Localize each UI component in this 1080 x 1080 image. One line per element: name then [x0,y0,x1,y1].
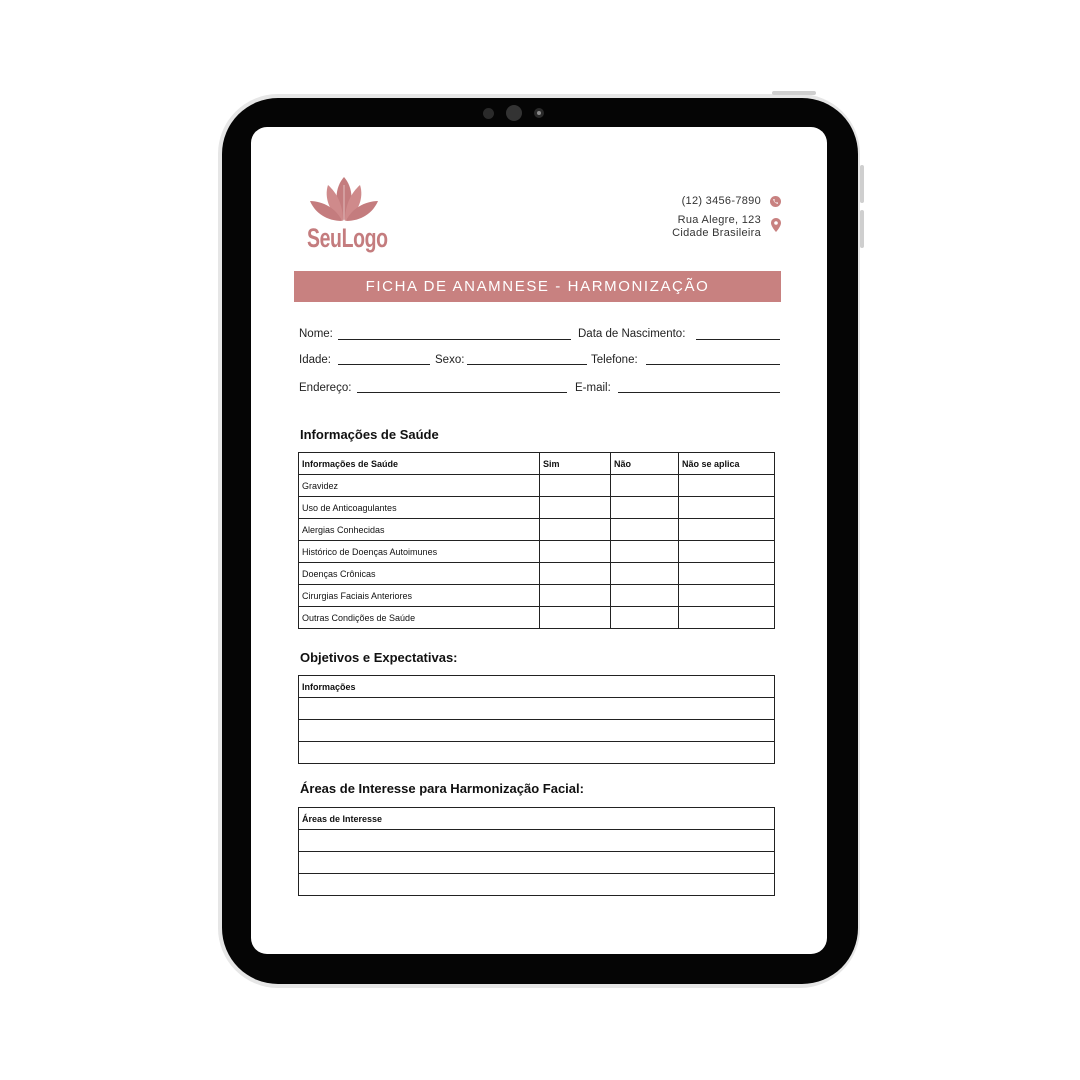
table-row [299,874,775,896]
objectives-table [298,675,775,764]
front-camera [506,105,522,121]
map-pin-icon [771,218,781,232]
email-label: E-mail: [575,382,611,394]
table-row [299,742,775,764]
sensor-dot [483,108,494,119]
table-row [299,852,775,874]
areas-table [298,807,775,896]
brand-logo [303,175,388,259]
sim-cell[interactable] [540,497,611,519]
anamnesis-form-page [251,127,827,954]
contact-phone-row [672,194,781,214]
nao-se-aplica-cell[interactable] [679,585,775,607]
condition-label: Outras Condições de Saúde [299,607,540,629]
camera-lens [534,108,544,118]
nao-se-aplica-cell[interactable] [679,497,775,519]
power-button [772,91,816,95]
condition-label: Cirurgias Faciais Anteriores [299,585,540,607]
nao-se-aplica-cell[interactable] [679,475,775,497]
nao-cell[interactable] [611,541,679,563]
phone-number: (12) 3456-7890 [681,195,761,207]
condition-label: Histórico de Doenças Autoimunes [299,541,540,563]
nao-cell[interactable] [611,475,679,497]
logo-text: SeuLogo [307,223,388,253]
name-field[interactable] [338,339,571,340]
table-row [299,698,775,720]
column-header: Informações de Saúde [299,453,540,475]
table-row [299,585,775,607]
nao-cell[interactable] [611,497,679,519]
condition-label: Uso de Anticoagulantes [299,497,540,519]
health-section-title: Informações de Saúde [300,427,439,442]
sex-field[interactable] [467,364,587,365]
column-header: Sim [540,453,611,475]
health-table [298,452,775,629]
column-header: Áreas de Interesse [299,808,775,830]
table-row [299,563,775,585]
table-row [299,519,775,541]
age-field[interactable] [338,364,430,365]
table-row [299,475,775,497]
column-header: Não se aplica [679,453,775,475]
nao-cell[interactable] [611,519,679,541]
nao-cell[interactable] [611,563,679,585]
age-label: Idade: [299,354,331,366]
contact-block [672,194,781,240]
address-field[interactable] [357,392,567,393]
nao-se-aplica-cell[interactable] [679,541,775,563]
area-entry-cell[interactable] [299,852,775,874]
sim-cell[interactable] [540,585,611,607]
sim-cell[interactable] [540,541,611,563]
nao-se-aplica-cell[interactable] [679,519,775,541]
nao-cell[interactable] [611,585,679,607]
birthdate-field[interactable] [696,339,780,340]
objectives-section-title: Objetivos e Expectativas: [300,650,458,665]
form-title: FICHA DE ANAMNESE - HARMONIZAÇÃO [365,278,710,295]
table-row [299,541,775,563]
nao-se-aplica-cell[interactable] [679,563,775,585]
nao-cell[interactable] [611,607,679,629]
contact-address-row [672,214,781,240]
objective-entry-cell[interactable] [299,742,775,764]
email-field[interactable] [618,392,780,393]
health-table-header [299,453,775,475]
tablet-screen [251,127,827,954]
sim-cell[interactable] [540,607,611,629]
areas-table-header [299,808,775,830]
phone-label: Telefone: [591,354,638,366]
field-row-1 [299,328,781,348]
table-row [299,830,775,852]
column-header: Não [611,453,679,475]
condition-label: Doenças Crônicas [299,563,540,585]
phone-icon [770,196,781,207]
address-line-1: Rua Alegre, 123 [677,214,761,226]
table-row [299,720,775,742]
phone-field[interactable] [646,364,780,365]
objective-entry-cell[interactable] [299,720,775,742]
nao-se-aplica-cell[interactable] [679,607,775,629]
column-header: Informações [299,676,775,698]
birthdate-label: Data de Nascimento: [578,328,686,340]
sim-cell[interactable] [540,563,611,585]
area-entry-cell[interactable] [299,874,775,896]
address-line-2: Cidade Brasileira [672,227,761,239]
volume-down-button [860,210,864,248]
name-label: Nome: [299,328,333,340]
field-row-3 [299,382,781,402]
condition-label: Alergias Conhecidas [299,519,540,541]
sim-cell[interactable] [540,519,611,541]
condition-label: Gravidez [299,475,540,497]
form-title-bar [294,271,781,302]
objective-entry-cell[interactable] [299,698,775,720]
objectives-table-header [299,676,775,698]
sim-cell[interactable] [540,475,611,497]
area-entry-cell[interactable] [299,830,775,852]
volume-up-button [860,165,864,203]
sex-label: Sexo: [435,354,465,366]
address-label: Endereço: [299,382,352,394]
table-row [299,607,775,629]
lotus-icon [307,175,381,223]
field-row-2 [299,354,781,374]
table-row [299,497,775,519]
areas-section-title: Áreas de Interesse para Harmonização Facial: [300,781,584,796]
